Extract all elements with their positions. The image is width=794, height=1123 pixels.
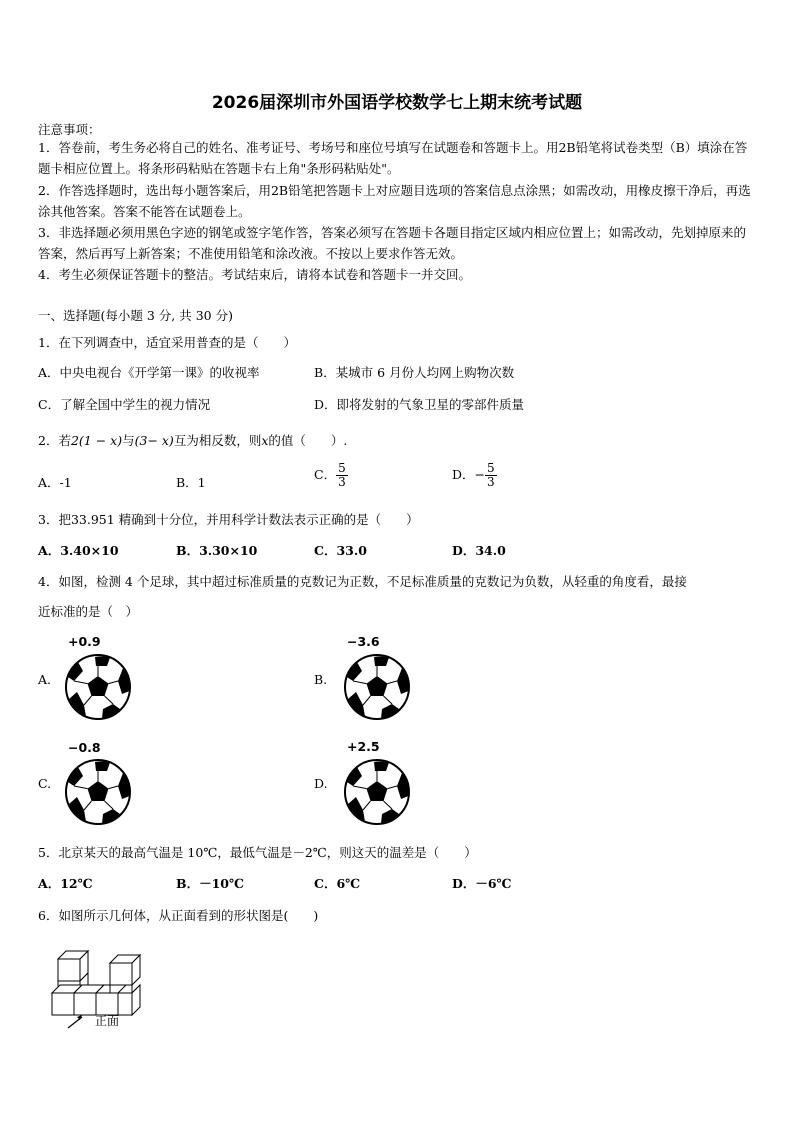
ball-b-label: B. [314,672,328,687]
notice-item-3: 3．非选择题必须用黑色字迹的钢笔或签字笔作答，答案必须写在答题卡各题目指定区域内相应位置上；如需改动，先划掉原来的答案，然后再写上新答案；不准使用铅笔和涂改液。不按以上要求作答无效。 [38,225,746,261]
q1-option-a: A．中央电视台《开学第一课》的收视率 [38,365,260,380]
q2-option-d [452,462,497,489]
notice-heading: 注意事项： [38,122,101,137]
q5-option-c: C．6℃ [314,876,361,891]
q1-option-b: B．某城市 6 月份人均网上购物次数 [314,365,515,380]
page-title: 2026届深圳市外国语学校数学七上期末统考试题 [211,93,583,113]
q5-option-b: B．－10℃ [176,876,244,891]
q2-var: x [261,433,269,448]
q2-pre: 2．若 [38,433,71,448]
q2-option-d-denominator: 3 [487,475,495,489]
q2-option-b: B．1 [176,475,206,490]
ball-a-label: A. [38,672,52,687]
q4-stem-line2: 近标准的是（ ） [38,604,139,619]
q1-stem: 1．在下列调查中，适宜采用普查的是（ ） [38,335,296,350]
q2-option-c-numerator: 5 [338,461,346,475]
q2-end: 的值（ ）. [268,433,348,448]
notice-item-4: 4．考生必须保证答题卡的整洁。考试结束后，请将本试卷和答题卡一并交回。 [38,267,471,282]
q2-option-c [314,462,348,489]
soccer-ball-a-icon [64,653,132,721]
q3-option-c: C．33.0 [314,543,367,558]
ball-d-label: D. [314,776,328,791]
section-heading: 一、选择题(每小题 3 分, 共 30 分) [38,308,233,323]
ball-c-value: −0.8 [68,740,101,755]
q3-option-d: D．34.0 [452,543,506,558]
q2-option-c-fraction [336,462,348,489]
ball-b-value: −3.6 [347,634,380,649]
q5-option-a: A．12℃ [38,876,93,891]
q6-stem: 6．如图所示几何体，从正面看到的形状图是( ) [38,908,319,923]
q2-option-a: A．-1 [38,475,72,490]
q4-stem-line1: 4．如图，检测 4 个足球，其中超过标准质量的克数记为正数，不足标准质量的克数记为负数，从轻重的角度看，最接 [38,574,687,589]
q3-option-a: A．3.40×10 [38,543,119,558]
q2-mid: 与 [122,433,135,448]
ball-d-value: +2.5 [347,739,380,754]
q2-option-d-label: D．− [452,467,485,482]
figure-front-label: 正面 [95,1014,120,1028]
q2-expr1: 2(1 − x) [70,433,123,448]
q5-option-d: D．－6℃ [452,876,512,891]
q2-option-c-denominator: 3 [338,475,346,489]
q1-option-d: D．即将发射的气象卫星的零部件质量 [314,397,525,412]
q5-stem: 5．北京某天的最高气温是 10℃，最低气温是－2℃，则这天的温差是（ ） [38,845,477,860]
soccer-ball-c-icon [64,758,132,826]
ball-c-label: C. [38,776,52,791]
notice-item-1: 1．答卷前，考生务必将自己的姓名、准考证号、考场号和座位号填写在试题卷和答题卡上。用2B铅笔将试卷类型（B）填涂在答题卡相应位置上。将条形码粘贴在答题卡右上角"条形码粘贴处"。 [38,140,748,176]
q2-option-c-label: C． [314,467,337,482]
q2-option-d-fraction [485,462,497,489]
soccer-ball-b-icon [343,653,411,721]
ball-a-value: +0.9 [68,634,101,649]
q2-expr2: (3− x) [134,433,174,448]
soccer-ball-d-icon [343,758,411,826]
notice-item-2: 2．作答选择题时，选出每小题答案后，用2B铅笔把答题卡上对应题目选项的答案信息点涂黑；如需改动，用橡皮擦干净后，再选涂其他答案。答案不能答在试题卷上。 [38,183,751,219]
q3-stem: 3．把33.951 精确到十分位，并用科学计数法表示正确的是（ ） [38,512,419,527]
q2-stem [38,431,347,449]
q1-option-c: C．了解全国中学生的视力情况 [38,397,211,412]
q2-post: 互为相反数，则 [173,433,262,448]
q3-option-b: B．3.30×10 [176,543,258,558]
q2-option-d-numerator: 5 [487,461,495,475]
